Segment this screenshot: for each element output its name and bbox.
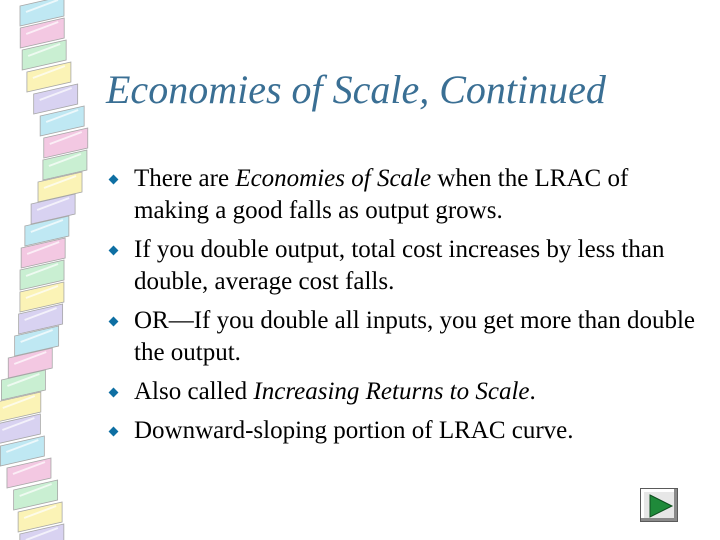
bullet-item bbox=[108, 415, 698, 447]
bullet-text-part: OR—If you double all inputs, you get more than double the output. bbox=[134, 307, 696, 366]
bullet-text-part: There are bbox=[134, 165, 236, 192]
diamond-bullet-icon bbox=[109, 317, 119, 327]
diamond-bullet-icon bbox=[109, 246, 119, 256]
bullet-item bbox=[108, 305, 698, 369]
bullet-text-italic: Increasing Returns to Scale bbox=[253, 378, 530, 405]
bullet-text bbox=[134, 163, 698, 227]
bullet-text bbox=[134, 305, 698, 369]
bullet-text-part: Downward-sloping portion of LRAC curve. bbox=[134, 417, 574, 444]
bullet-text-part: If you double output, total cost increases by less than double, average cost falls. bbox=[134, 236, 665, 295]
bullet-text bbox=[134, 376, 698, 408]
play-arrow-icon bbox=[641, 489, 679, 523]
slide-title: Economies of Scale, Continued bbox=[106, 67, 606, 112]
bullet-list bbox=[108, 163, 698, 447]
bullet-text bbox=[134, 234, 698, 298]
bullet-text-part: Also called bbox=[134, 378, 254, 405]
bullet-text-part: . bbox=[529, 378, 536, 405]
bullet-text-italic: Economies of Scale bbox=[235, 165, 432, 192]
bullet-text bbox=[134, 415, 698, 447]
diamond-bullet-icon bbox=[109, 175, 119, 185]
diamond-bullet-icon bbox=[109, 427, 119, 437]
bullet-item bbox=[108, 234, 698, 298]
bullet-item bbox=[108, 376, 698, 408]
next-slide-button[interactable] bbox=[640, 488, 678, 522]
spiral-binding-icon bbox=[0, 0, 110, 540]
bullet-item bbox=[108, 163, 698, 227]
diamond-bullet-icon bbox=[109, 388, 119, 398]
bullet-text-part: when the LRAC of making a good falls as output grows. bbox=[134, 165, 629, 224]
